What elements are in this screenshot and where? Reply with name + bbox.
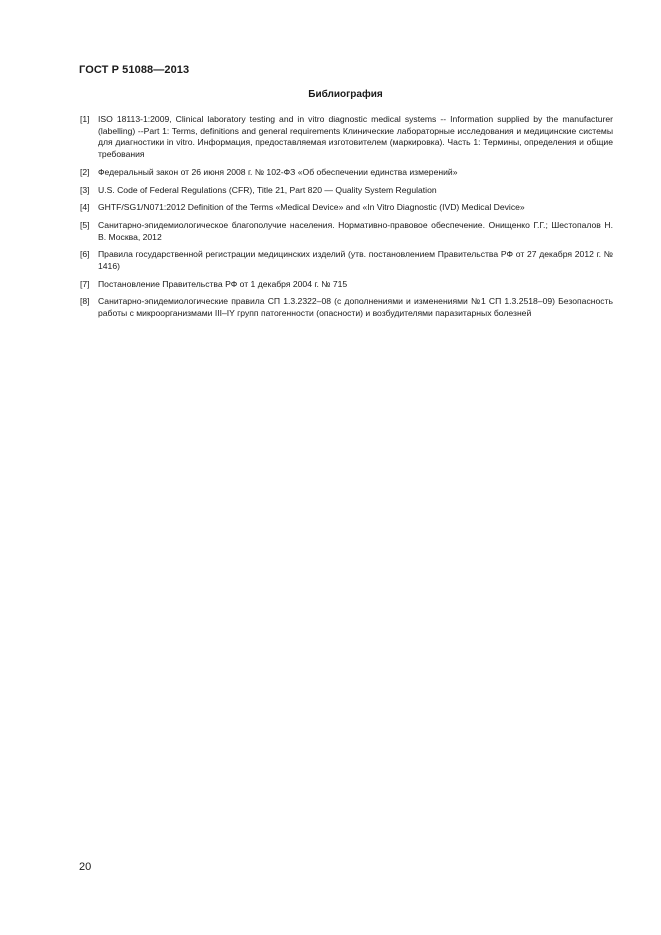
reference-number: [4] bbox=[80, 202, 90, 213]
bibliography-list bbox=[80, 114, 613, 326]
reference-text: Федеральный закон от 26 июня 2008 г. № 102-ФЗ «Об обеспечении единства измерений» bbox=[98, 166, 458, 177]
page-number: 20 bbox=[79, 861, 92, 873]
reference-number: [5] bbox=[80, 219, 90, 230]
bibliography-item bbox=[80, 167, 613, 179]
bibliography-item bbox=[80, 202, 613, 214]
bibliography-item bbox=[80, 279, 613, 291]
reference-number: [8] bbox=[80, 296, 90, 307]
reference-number: [7] bbox=[80, 278, 90, 289]
reference-text: U.S. Code of Federal Regulations (CFR), Title 21, Part 820 — Quality System Regulation bbox=[98, 184, 437, 195]
reference-number: [6] bbox=[80, 249, 90, 260]
reference-text: Правила государственной регистрации медицинских изделий (утв. постановлением Правительства РФ от 27 декабря 2012 г. № 1416) bbox=[98, 249, 613, 272]
document-header: ГОСТ Р 51088—2013 bbox=[79, 64, 190, 76]
bibliography-item bbox=[80, 114, 613, 161]
bibliography-item bbox=[80, 249, 613, 272]
reference-text: ISO 18113-1:2009, Clinical laboratory testing and in vitro diagnostic medical systems -- Information supplied by the manufacturer (labelling) --Part 1: Terms, definitions and general requirements Клинические лабораторные исследования и медицинские системы для диагностики in vitro. Информация, предоставляемая изготовителем (маркировка). Часть 1: Термины, определения и общие требования bbox=[98, 114, 613, 160]
section-title: Библиография bbox=[308, 89, 383, 100]
reference-text: Санитарно-эпидемиологические правила СП 1.3.2322–08 (с дополнениями и изменениями №1 СП 1.3.2518–09) Безопасность работы с микроорганизмами III–IY групп патогенности (опасности) и возбудителями паразитарных болезней bbox=[98, 296, 613, 319]
bibliography-item bbox=[80, 296, 613, 319]
reference-number: [1] bbox=[80, 114, 90, 124]
bibliography-item bbox=[80, 220, 613, 243]
reference-text: Санитарно-эпидемиологическое благополучие населения. Нормативно-правовое обеспечение. Онищенко Г.Г.; Шестопалов Н. В. Москва, 2012 bbox=[98, 219, 613, 242]
reference-text: Постановление Правительства РФ от 1 декабря 2004 г. № 715 bbox=[98, 278, 348, 289]
reference-number: [2] bbox=[80, 166, 90, 177]
bibliography-item bbox=[80, 185, 613, 197]
reference-text: GHTF/SG1/N071:2012 Definition of the Terms «Medical Device» and «In Vitro Diagnostic (IVD) Medical Device» bbox=[98, 202, 525, 213]
reference-number: [3] bbox=[80, 184, 90, 195]
